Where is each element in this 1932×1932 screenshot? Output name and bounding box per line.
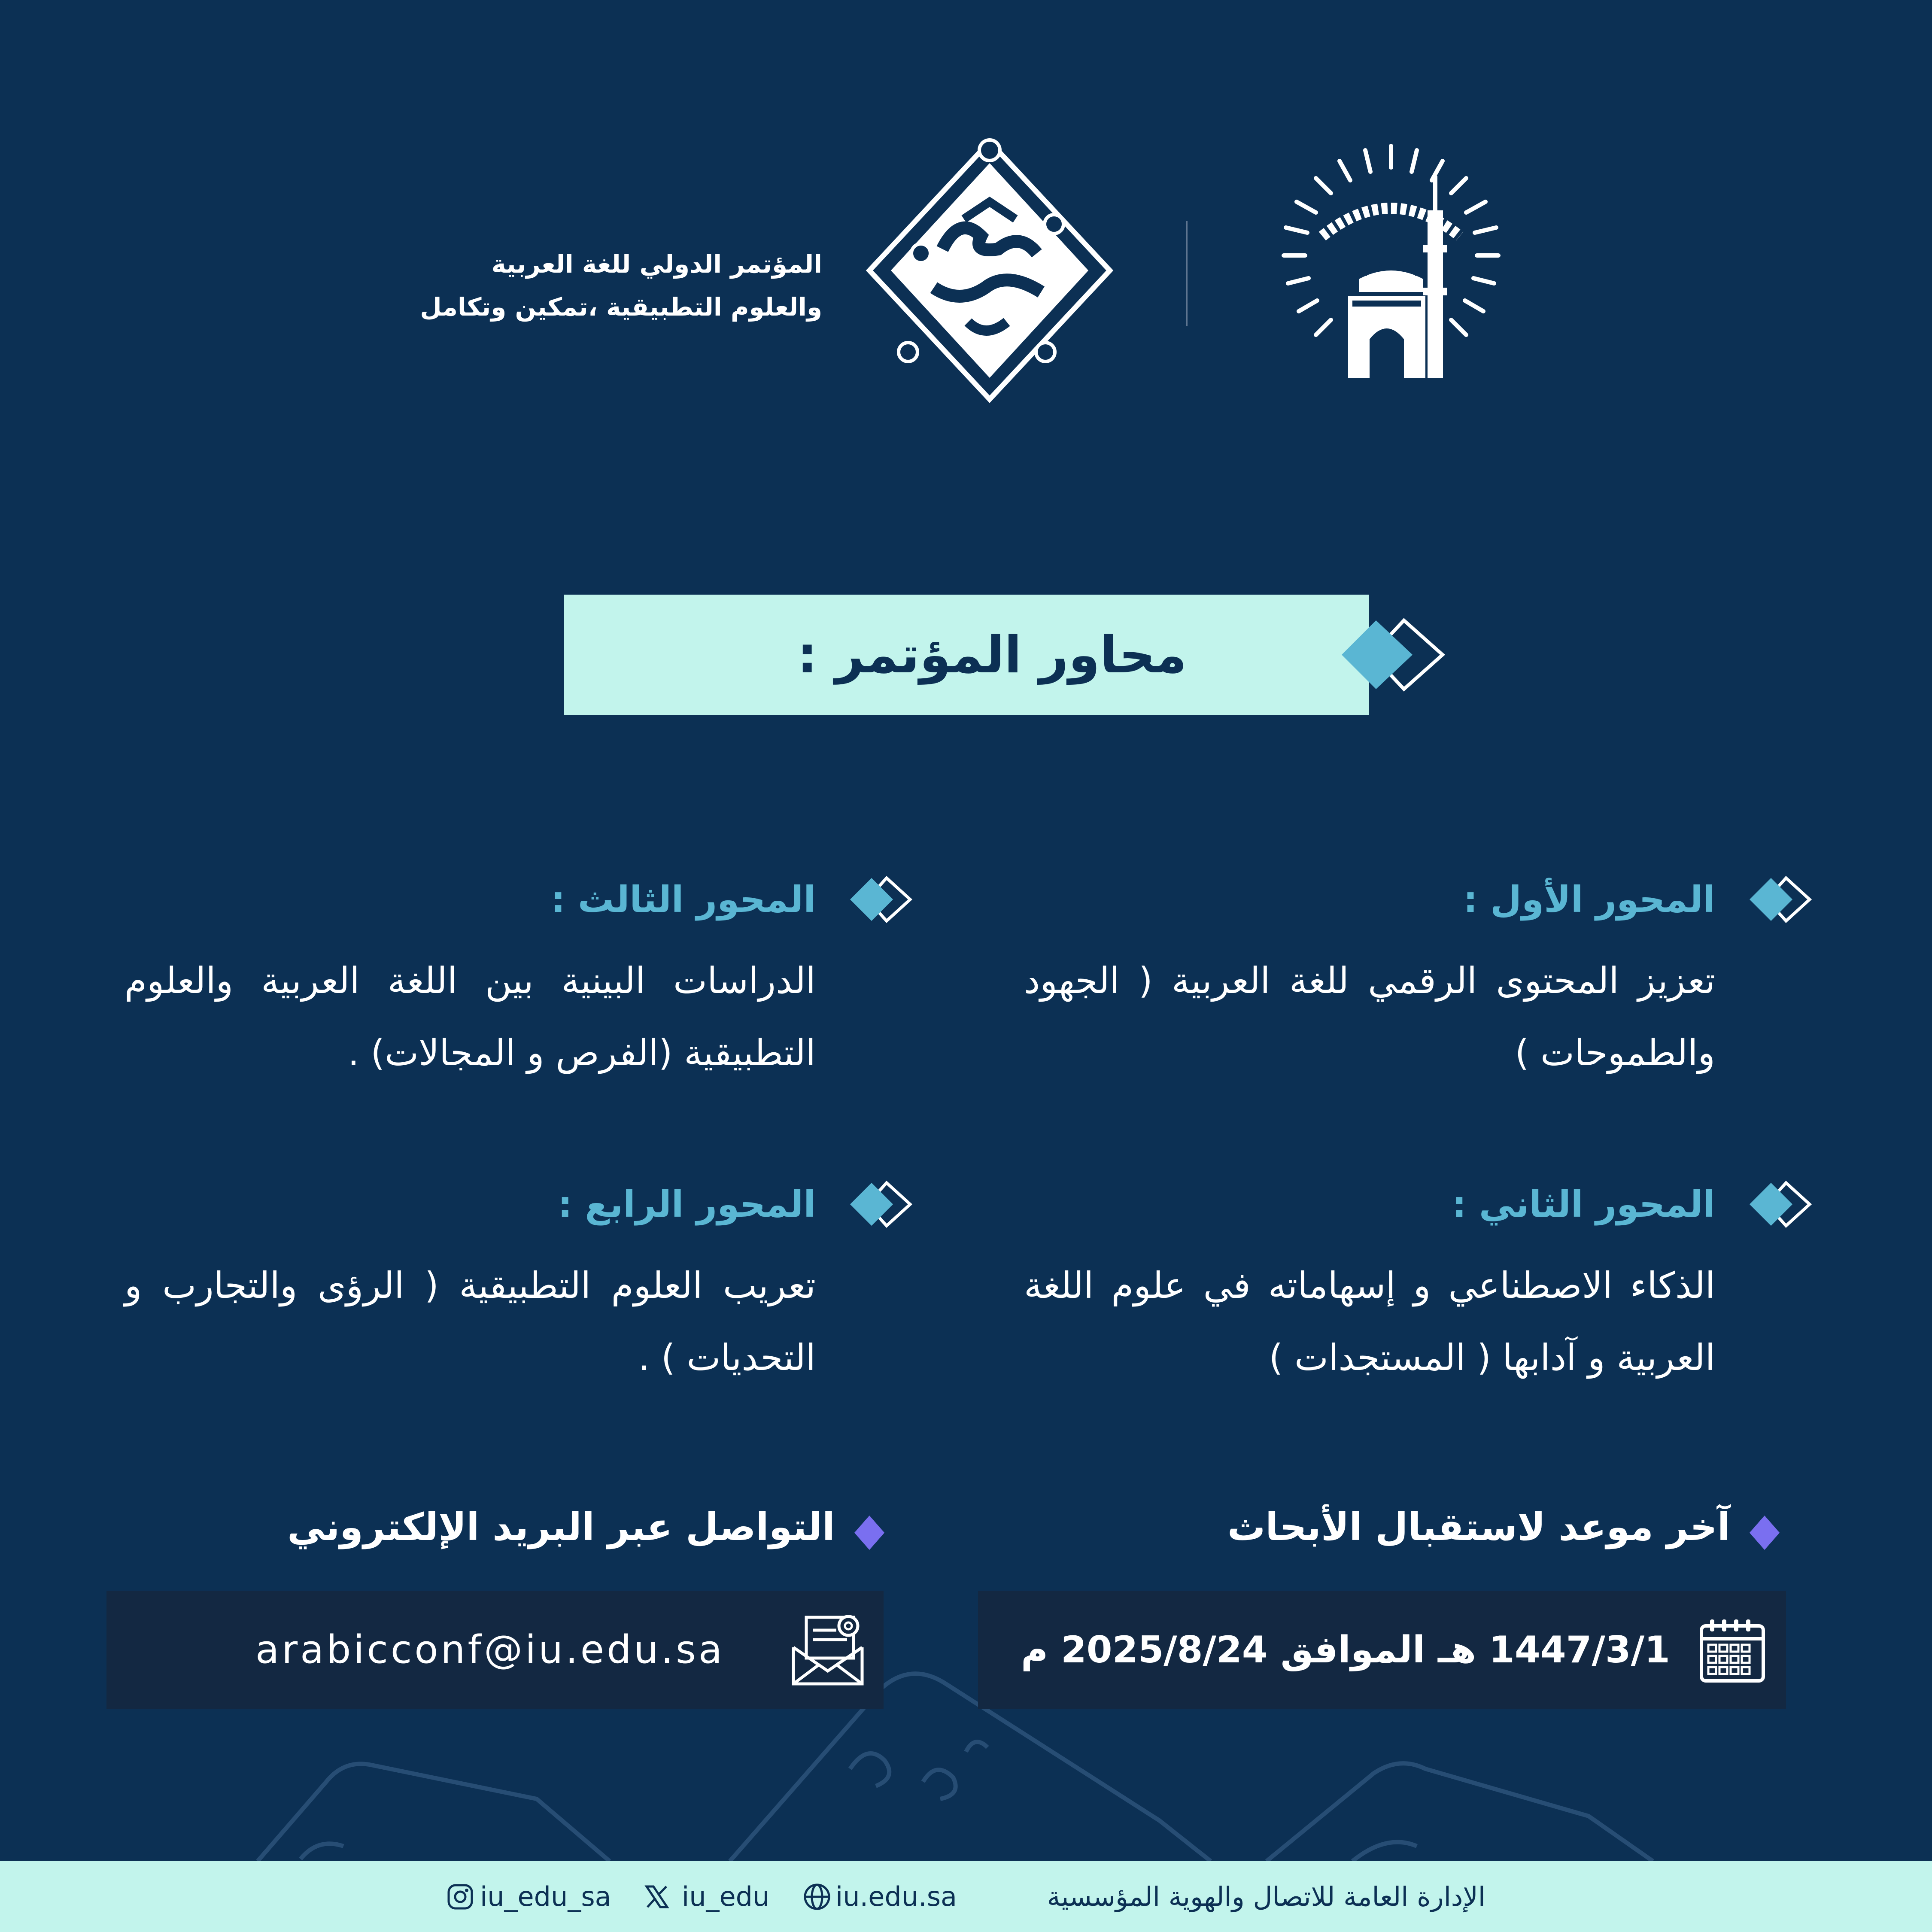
axis-4-title: المحور الرابع : [558, 1183, 816, 1225]
footer-x-text: iu_edu [682, 1881, 770, 1912]
footer-website[interactable] [803, 1861, 957, 1932]
axis-4 [125, 1181, 816, 1394]
globe-icon [803, 1883, 831, 1911]
axis-1-title: المحور الأول : [1463, 878, 1715, 920]
x-logo-icon [644, 1884, 670, 1910]
footer [0, 1861, 1932, 1932]
axis-4-diamond-icon [848, 1181, 912, 1228]
footer-instagram-text: iu_edu_sa [480, 1881, 611, 1912]
axis-2 [1024, 1181, 1715, 1394]
diamond-decoration-icon [1329, 612, 1449, 698]
axis-2-body: الذكاء الاصطناعي و إسهاماته في علوم اللغة العربية و آدابها ( المستجدات ) [1024, 1264, 1715, 1379]
footer-instagram[interactable] [447, 1861, 611, 1932]
deadline-box [978, 1591, 1786, 1709]
email-box [106, 1591, 884, 1709]
axis-3-title: المحور الثالث : [551, 878, 816, 920]
email-envelope-icon [789, 1613, 866, 1688]
instagram-icon [447, 1883, 474, 1911]
axis-1-body: تعزيز المحتوى الرقمي للغة العربية ( الجهود والطموحات ) [1024, 960, 1715, 1074]
conference-calligraphy-logo [857, 133, 1123, 412]
conference-title-line1: المؤتمر الدولي للغة العربية [491, 249, 822, 279]
section-title-banner [564, 595, 1369, 715]
deadline-heading: آخر موعد لاستقبال الأبحاث [1227, 1505, 1730, 1549]
axis-3-body: الدراسات البينية بين اللغة العربية والعلوم التطبيقية (الفرص و المجالات) . [125, 960, 816, 1074]
header-divider [1186, 221, 1188, 326]
footer-x[interactable] [644, 1861, 769, 1932]
axis-4-body: تعريب العلوم التطبيقية ( الرؤى والتجارب و التحديات ) . [125, 1264, 816, 1379]
section-title: محاور المؤتمر : [797, 625, 1187, 684]
header [0, 0, 1932, 472]
calendar-icon [1698, 1617, 1767, 1684]
footer-department [1047, 1861, 1485, 1932]
deadline-diamond-icon [1747, 1513, 1782, 1552]
conference-title-line2: والعلوم التطبيقية ،تمكين وتكامل [420, 292, 822, 322]
axis-3 [125, 876, 816, 1089]
axis-3-diamond-icon [848, 876, 912, 923]
university-emblem-logo [1258, 137, 1524, 404]
axis-2-diamond-icon [1747, 1181, 1812, 1228]
deadline-date: 1447/3/1 هـ الموافق 2025/8/24 م [1021, 1628, 1670, 1671]
conference-title [420, 243, 822, 328]
footer-department-text: الإدارة العامة للاتصال والهوية المؤسسية [1047, 1881, 1485, 1912]
email-address[interactable]: arabicconf@iu.edu.sa [255, 1627, 725, 1672]
contact-heading: التواصل عبر البريد الإلكتروني [287, 1505, 835, 1549]
axis-1-diamond-icon [1747, 876, 1812, 923]
footer-website-text: iu.edu.sa [835, 1881, 957, 1912]
contact-diamond-icon [852, 1513, 887, 1552]
axis-2-title: المحور الثاني : [1452, 1183, 1715, 1225]
axis-1 [1024, 876, 1715, 1089]
